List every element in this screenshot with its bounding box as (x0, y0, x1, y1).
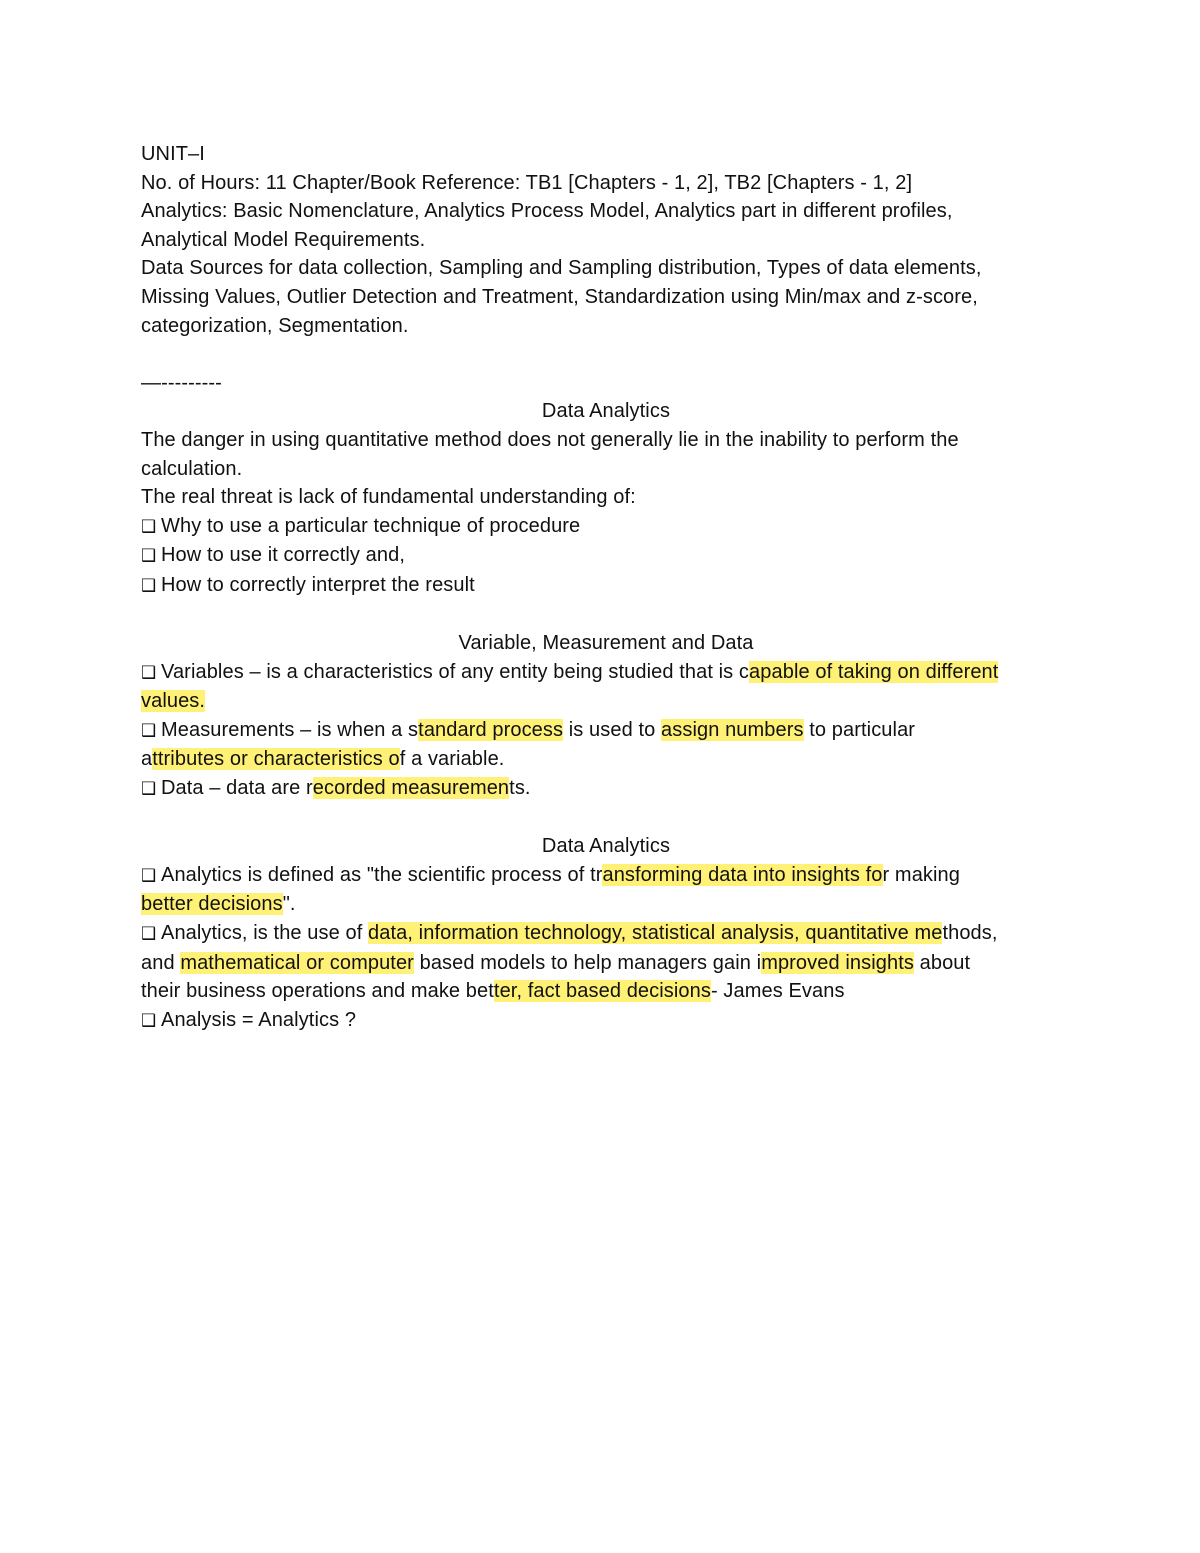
text-run: about (913, 951, 971, 974)
text-run: Analytics is defined as "the scientific process of tr (161, 863, 603, 886)
text-run: Data – data are r (161, 777, 313, 800)
data-sources-line-end: categorization, Segmentation. (141, 314, 409, 337)
highlighted-text: ter, fact based decisions (493, 980, 711, 1003)
list-item-definition (141, 861, 1071, 891)
section-title-data-analytics: Data Analytics (541, 400, 671, 423)
list-item (141, 571, 1071, 601)
spacer (141, 340, 1071, 369)
spacer (141, 601, 1071, 630)
text-run: r making (882, 863, 961, 886)
highlighted-text: mathematical or computer (180, 951, 414, 974)
list-item-variables (141, 658, 1071, 688)
section-title-data-analytics-2: Data Analytics (541, 835, 671, 858)
list-item-use-of (141, 919, 1071, 949)
paragraph-real-threat: The real threat is lack of fundamental understanding of: (141, 486, 636, 509)
text-run: Measurements – is when a s (161, 718, 419, 741)
checkbox-bullet-icon: ❑ (141, 865, 157, 886)
highlighted-text: ansforming data into insights fo (602, 863, 883, 886)
highlighted-text: values. (141, 690, 206, 713)
text-run: ". (282, 893, 296, 916)
text-run: - James Evans (710, 980, 845, 1003)
checkbox-bullet-icon: ❑ (141, 575, 157, 596)
checkbox-bullet-icon: ❑ (141, 662, 157, 683)
list-item-use-of-cont (141, 949, 1071, 978)
list-item-question (141, 1006, 1071, 1036)
text-run: ts. (509, 777, 531, 800)
highlighted-text: assign numbers (661, 718, 804, 741)
text-run: based models to help managers gain i (413, 951, 762, 974)
text-run: is used to (563, 718, 662, 741)
text-run: to particular (803, 718, 916, 741)
list-item (141, 541, 1071, 571)
list-item-definition-cont (141, 890, 1071, 919)
list-item-text: How to correctly interpret the result (161, 573, 475, 596)
checkbox-bullet-icon: ❑ (141, 546, 157, 567)
list-item-data (141, 774, 1071, 804)
list-item (141, 512, 1071, 542)
highlighted-text: tandard process (418, 718, 564, 741)
data-sources-line-cont: Missing Values, Outlier Detection and Treatment, Standardization using Min/max and z-score, (141, 285, 978, 308)
list-item-variables-cont (141, 687, 1071, 716)
list-item-use-of-end (141, 977, 1071, 1006)
highlighted-text: apable of taking on different (749, 660, 999, 683)
checkbox-bullet-icon: ❑ (141, 516, 157, 537)
text-run: thods, (942, 922, 998, 945)
checkbox-bullet-icon: ❑ (141, 1010, 157, 1031)
text-run: Variables – is a characteristics of any entity being studied that is c (161, 660, 750, 683)
text-run: and (141, 951, 181, 974)
highlighted-text: ttributes or characteristics o (152, 748, 400, 771)
highlighted-text: better decisions (141, 893, 283, 916)
list-item-text: Analysis = Analytics ? (161, 1008, 357, 1031)
analytics-topics-line-cont: Analytical Model Requirements. (141, 228, 426, 251)
checkbox-bullet-icon: ❑ (141, 779, 157, 800)
unit-heading: UNIT–I (141, 143, 205, 165)
paragraph-danger-cont: calculation. (141, 457, 243, 480)
text-run: a (141, 748, 153, 771)
checkbox-bullet-icon: ❑ (141, 924, 157, 945)
document-page (141, 140, 1071, 1035)
list-item-measurements (141, 716, 1071, 746)
text-run: f a variable. (399, 748, 505, 771)
spacer (141, 804, 1071, 833)
separator-line: —--------- (141, 371, 222, 394)
hours-reference-line: No. of Hours: 11 Chapter/Book Reference: TB1 [Chapters - 1, 2], TB2 [Chapters - 1, 2] (141, 171, 913, 194)
highlighted-text: ecorded measuremen (312, 777, 510, 800)
highlighted-text: data, information technology, statistical analysis, quantitative me (368, 922, 943, 945)
checkbox-bullet-icon: ❑ (141, 720, 157, 741)
text-run: Analytics, is the use of (161, 922, 369, 945)
analytics-topics-line: Analytics: Basic Nomenclature, Analytics Process Model, Analytics part in different profiles, (141, 200, 953, 223)
list-item-text: Why to use a particular technique of procedure (161, 514, 581, 537)
text-run: their business operations and make bet (141, 980, 494, 1003)
section-title-variable-measurement-data: Variable, Measurement and Data (458, 632, 754, 655)
paragraph-danger: The danger in using quantitative method does not generally lie in the inability to perform the (141, 428, 959, 451)
highlighted-text: mproved insights (761, 951, 914, 974)
list-item-measurements-cont (141, 745, 1071, 774)
data-sources-line: Data Sources for data collection, Sampling and Sampling distribution, Types of data elements, (141, 257, 982, 280)
list-item-text: How to use it correctly and, (161, 544, 406, 567)
